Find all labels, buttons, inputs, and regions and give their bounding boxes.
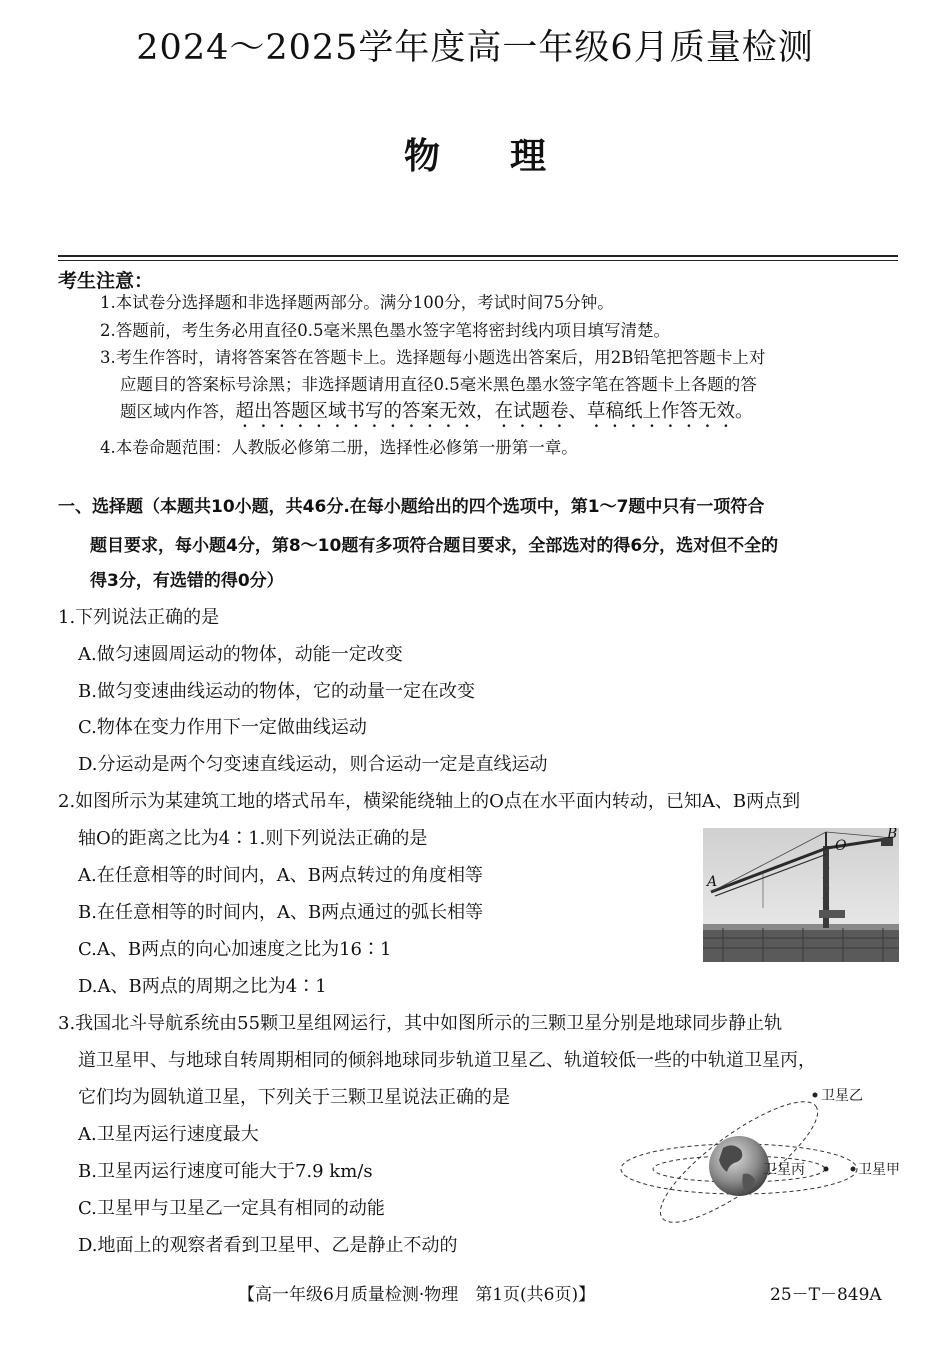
satellite-orbit-figure [615, 1082, 900, 1242]
q3-option-d: D.地面上的观察者看到卫星甲、乙是静止不动的 [78, 1235, 458, 1256]
q3-stem-line-2: 道卫星甲、与地球自转周期相同的倾斜地球同步轨道卫星乙、轨道较低一些的中轨道卫星丙， [78, 1050, 816, 1071]
q3-stem-line-3: 它们均为圆轨道卫星，下列关于三颗卫星说法正确的是 [78, 1087, 510, 1108]
q1-option-c: C.物体在变力作用下一定做曲线运动 [78, 717, 367, 738]
q1-option-a: A.做匀速圆周运动的物体，动能一定改变 [78, 644, 403, 665]
crane-figure [703, 828, 899, 962]
crane-label-a: A [707, 874, 718, 890]
q2-option-d: D.A、B两点的周期之比为4∶1 [78, 976, 327, 997]
section-heading-line-1: 一、选择题（本题共10小题，共46分.在每小题给出的四个选项中，第1～7题中只有一项符合 [58, 497, 765, 517]
q1-option-d: D.分运动是两个匀变速直线运动，则合运动一定是直线运动 [78, 754, 548, 775]
q2-stem-line-2: 轴O的距离之比为4∶1.则下列说法正确的是 [78, 828, 428, 849]
q3-option-c: C.卫星甲与卫星乙一定具有相同的动能 [78, 1198, 385, 1219]
section-heading-line-2: 题目要求，每小题4分，第8～10题有多项符合题目要求，全部选对的得6分，选对但不全的 [90, 536, 779, 556]
notice-item-4: 4.本卷命题范围：人教版必修第二册，选择性必修第一册第一章。 [100, 438, 578, 457]
subject-title: 物理 [403, 136, 616, 177]
q2-stem-line-1: 2.如图所示为某建筑工地的塔式吊车，横梁能绕轴上的O点在水平面内转动，已知A、B两点到 [58, 791, 801, 812]
satellite-bing-label: 卫星丙 [763, 1162, 805, 1178]
crane-label-o: O [835, 838, 847, 854]
notice-emphasis: 超出答题区域书写的答案无效，在试题卷、草稿纸上作答无效。 [235, 401, 754, 422]
section-heading-line-3: 得3分，有选错的得0分） [90, 571, 284, 591]
satellite-yi-label: 卫星乙 [821, 1088, 863, 1104]
notice-item-3-line-1: 3.考生作答时，请将答案答在答题卡上。选择题每小题选出答案后，用2B铅笔把答题卡上对 [100, 348, 766, 367]
earth-globe [709, 1136, 769, 1196]
notice-item-2: 2.答题前，考生务必用直径0.5毫米黑色墨水签字笔将密封线内项目填写清楚。 [100, 321, 670, 340]
crane-photo [703, 828, 899, 962]
paper-code: 25－T－849A [770, 1285, 882, 1305]
q3-option-a: A.卫星丙运行速度最大 [78, 1124, 259, 1145]
exam-title: 2024～2025学年度高一年级6月质量检测 [136, 28, 814, 68]
q2-option-a: A.在任意相等的时间内，A、B两点转过的角度相等 [78, 865, 483, 886]
satellite-jia-label: 卫星甲 [858, 1162, 900, 1178]
q1-stem: 1.下列说法正确的是 [58, 607, 220, 628]
q1-option-b: B.做匀变速曲线运动的物体，它的动量一定在改变 [78, 681, 475, 702]
divider-rule [58, 255, 898, 257]
q2-option-b: B.在任意相等的时间内，A、B两点通过的弧长相等 [78, 902, 484, 923]
notice-item-3-line-3-start: 题区域内作答， [120, 402, 236, 421]
notice-item-1: 1.本试卷分选择题和非选择题两部分。满分100分，考试时间75分钟。 [100, 293, 614, 312]
notice-item-3-line-2: 应题目的答案标号涂黑；非选择题请用直径0.5毫米黑色墨水签字笔在答题卡上各题的答 [120, 375, 757, 394]
q3-option-b: B.卫星丙运行速度可能大于7.9 km/s [78, 1161, 373, 1182]
divider-rule-thin [58, 260, 898, 261]
page-footer: 【高一年级6月质量检测·物理 第1页(共6页)】 [238, 1285, 596, 1305]
notice-heading: 考生注意： [58, 270, 154, 292]
q2-option-c: C.A、B两点的向心加速度之比为16∶1 [78, 939, 392, 960]
q3-stem-line-1: 3.我国北斗导航系统由55颗卫星组网运行，其中如图所示的三颗卫星分别是地球同步静止轨 [58, 1013, 783, 1034]
crane-label-b: B [887, 828, 898, 842]
notice-item-3-line-3 [120, 399, 754, 432]
